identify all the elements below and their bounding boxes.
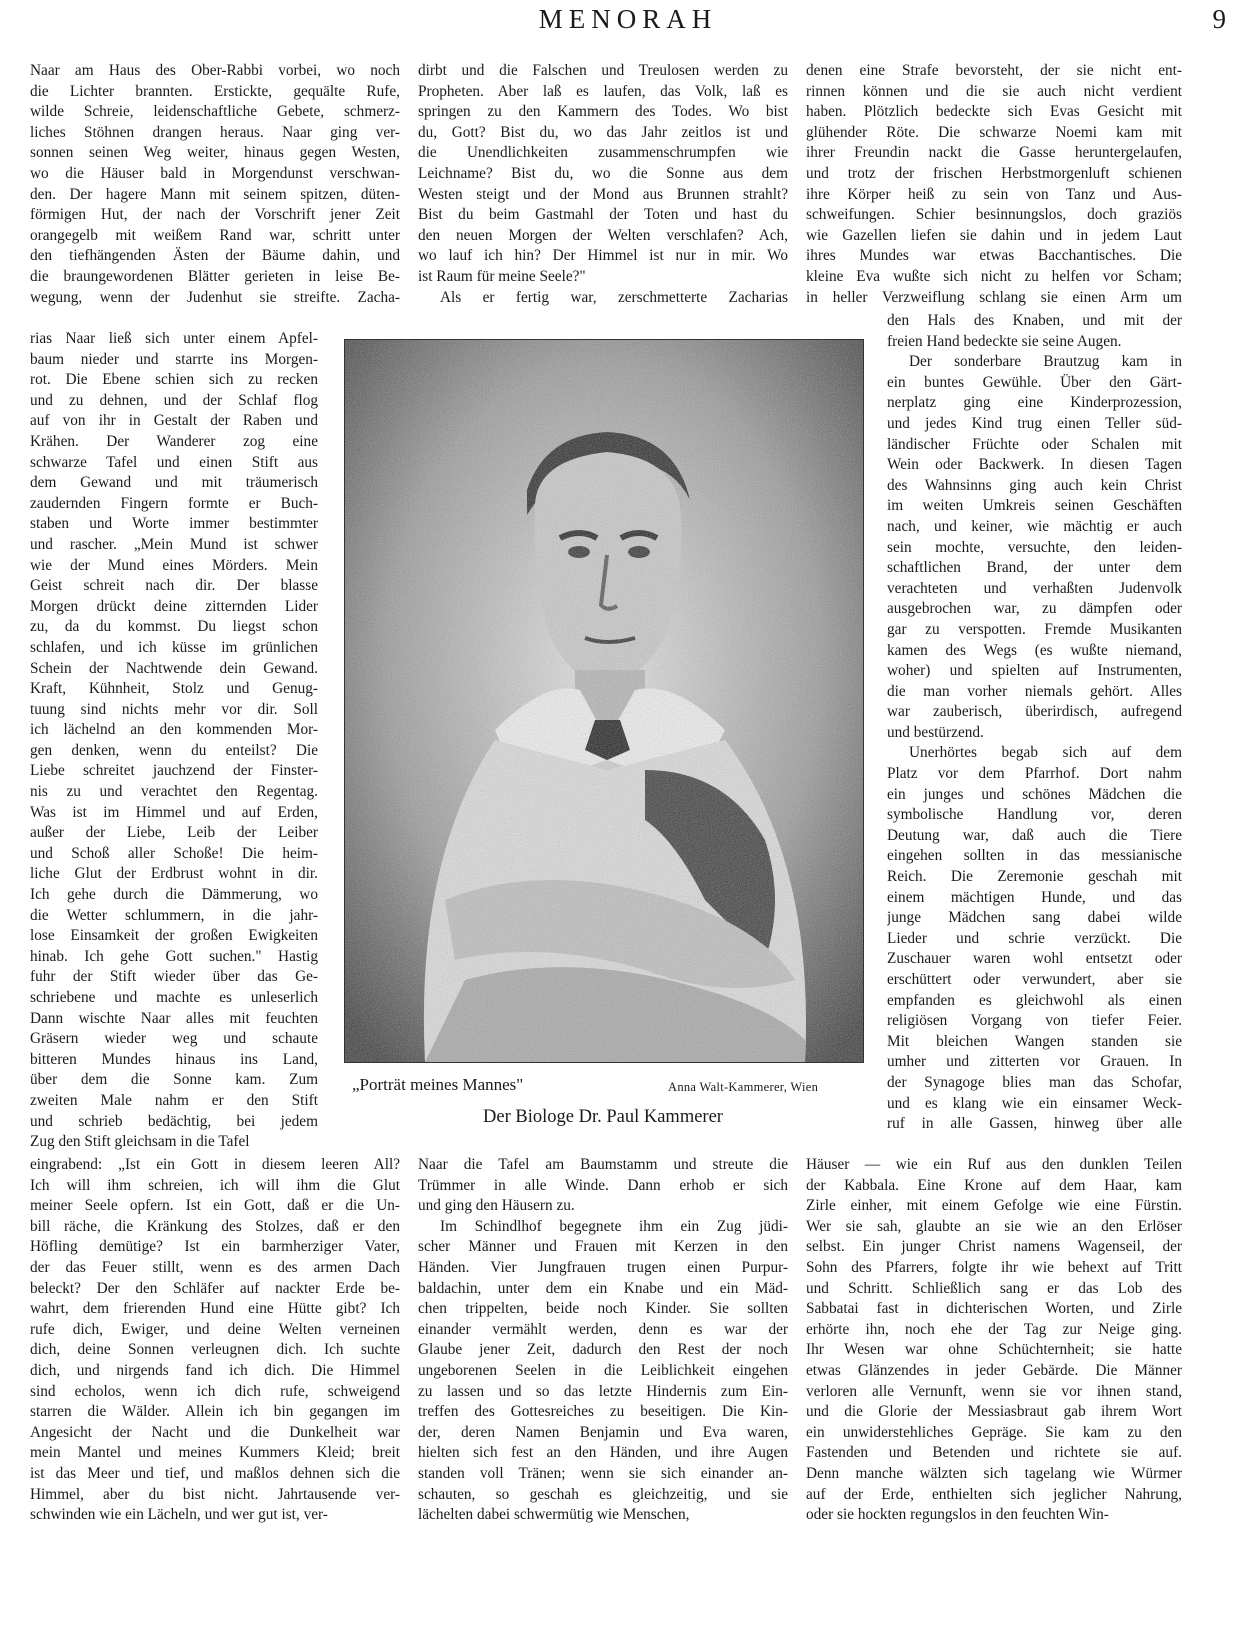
text-line: Ihr Wesen war ohne Schüchternheit; sie hatte xyxy=(806,1341,1182,1359)
text-line: staben und Worte immer bestimmter xyxy=(30,515,318,533)
text-line: woher) und spielten auf Instrumenten, xyxy=(887,662,1182,680)
text-line: ländischer Früchte oder Schalen mit xyxy=(887,435,1182,453)
text-line: nis zu und verachtet den Regentag. xyxy=(30,783,318,801)
text-line: die Lichter brannten. Erstickte, gequälte Rufe, xyxy=(30,82,400,100)
text-line: kleine Eva wußte sich nicht zu helfen vor Scham; xyxy=(806,267,1182,285)
text-line: ein unwiderstehliches Gepräge. Sie kam zu den xyxy=(806,1423,1182,1441)
text-line: ist Raum für meine Seele?" xyxy=(418,267,586,285)
text-line: und jedes Kind trug einen Teller süd- xyxy=(887,414,1182,432)
text-line: sein mochte, versuchte, den leiden- xyxy=(887,538,1182,556)
text-line: mein Mantel und meines Kummers Kleid; breit xyxy=(30,1444,400,1462)
text-line: eingehen sollten in das messianische xyxy=(887,847,1182,865)
text-line: verloren alle Vernunft, wenn sie vor ihnen stand, xyxy=(806,1382,1182,1400)
text-line: zu lassen und so das letzte Hindernis zum Ein- xyxy=(418,1382,788,1400)
text-line: wahrt, dem frierenden Hund eine Hütte gibt? Ich xyxy=(30,1300,400,1318)
text-line: gar zu verspotten. Fremde Musikanten xyxy=(887,620,1182,638)
text-line: war zauberisch, überirdisch, aufregend xyxy=(887,703,1182,721)
text-line: erhörte ihn, noch ehe der Tag zur Neige ging. xyxy=(806,1320,1182,1338)
text-line: treffen des Gottesreiches zu beseitigen. Die Kin- xyxy=(418,1403,788,1421)
text-line: die braungewordenen Blätter gerieten in leise Be- xyxy=(30,267,400,285)
text-line: scher Männer und Frauen mit Kerzen in den xyxy=(418,1238,788,1256)
text-line: den tiefhängenden Ästen der Bäume dahin, und xyxy=(30,247,400,265)
text-line: Platz vor dem Pfarrhof. Dort nahm xyxy=(887,765,1182,783)
text-line: Schein der Nachtwende dein Gewand. xyxy=(30,659,318,677)
text-line: sonnen seinen Weg weiter, hinaus gegen Westen, xyxy=(30,144,400,162)
text-line: Fastenden und Betenden und richtete sie auf. xyxy=(806,1444,1182,1462)
text-line: Dann wischte Naar alles mit feuchten xyxy=(30,1009,318,1027)
text-line: und schrieb bedächtig, bei jedem xyxy=(30,1112,318,1130)
text-line: und Schritt. Schließlich sang er das Lob des xyxy=(806,1279,1182,1297)
text-line: Höfling demütige? Ist ein barmherziger Vater, xyxy=(30,1238,400,1256)
text-line: Ich will ihm schreien, ich will ihm die Glut xyxy=(30,1176,400,1194)
text-line: schriebene und machte es unleserlich xyxy=(30,989,318,1006)
text-line: Bist du beim Gastmahl der Toten und hast du xyxy=(418,206,788,224)
text-line: springen zu den Kammern des Todes. Wo bist xyxy=(418,103,788,121)
text-line: dirbt und die Falschen und Treulosen werden zu xyxy=(418,62,788,79)
text-line: orangegelb mit weißem Rand war, schritt unter xyxy=(30,226,400,244)
text-line: standen voll Tränen; wenn sie sich einander an- xyxy=(418,1464,788,1482)
text-line: und zu dehnen, und der Schlaf flog xyxy=(30,391,318,409)
text-line: und bestürzend. xyxy=(887,723,984,741)
figure-caption-credit: Anna Walt-Kammerer, Wien xyxy=(668,1080,819,1094)
text-line: Wer sie sah, glaubte an sie wie an den Erlöser xyxy=(806,1217,1182,1235)
text-line: zu, da du kommst. Du liegst schon xyxy=(30,618,318,636)
text-line: etwas Glänzendes in jeder Gebärde. Die Männer xyxy=(806,1361,1182,1379)
text-line: rufe dich, Ewiger, und deine Welten verneinen xyxy=(30,1320,400,1338)
text-line: des Wahnsinns ging auch kein Christ xyxy=(887,476,1182,494)
text-line: bitteren Mundes hinaus ins Land, xyxy=(30,1050,318,1068)
text-line: schwinden wie ein Lächeln, und wer gut ist, ver- xyxy=(30,1506,328,1524)
text-line: lächelten dabei schwermütig wie Menschen, xyxy=(418,1506,690,1524)
text-line: wie Gazellen liefen sie dahin und in jedem Laut xyxy=(806,226,1182,244)
text-line: chen trippelten, beide noch Kinder. Sie sollten xyxy=(418,1300,788,1318)
text-line: nach, und keiner, wie mächtig er auch xyxy=(887,517,1182,535)
text-line: beleckt? Der den Schläfer auf nackter Erde be- xyxy=(30,1279,400,1297)
text-line: Sabbatai fast in dichterischen Worten, und Zirle xyxy=(806,1300,1182,1318)
text-line: freien Hand bedeckte sie seine Augen. xyxy=(887,332,1122,350)
text-line: rot. Die Ebene schien sich zu recken xyxy=(30,371,318,389)
figure-caption-title: „Porträt meines Mannes" xyxy=(352,1075,524,1094)
text-line: Was ist im Himmel und auf Erden, xyxy=(30,803,318,821)
text-line: Himmel, aber du bist nicht. Jahrtausende ver- xyxy=(30,1485,400,1503)
text-line: tuung sind nichts mehr vor dir. Soll xyxy=(30,700,318,718)
text-line: dem Gewand und mit träumerisch xyxy=(30,474,318,492)
text-line: Ich gehe durch die Dämmerung, wo xyxy=(30,886,318,904)
text-line: rinnen können und die sie auch nicht verdient xyxy=(806,82,1182,100)
text-line: Häuser — wie ein Ruf aus den dunklen Teilen xyxy=(806,1156,1182,1173)
text-line: Westen steigt und der Mond aus Brunnen strahlt? xyxy=(418,185,788,203)
column-2-bottom xyxy=(418,1155,788,1585)
text-line: und die Glorie der Messiasbraut gab ihrem Wort xyxy=(806,1403,1182,1421)
text-line: glühender Röte. Die schwarze Noemi kam mit xyxy=(806,123,1182,141)
column-1-middle xyxy=(30,329,318,1157)
text-line: oder sie hockten regungslos in den feuchten Win- xyxy=(806,1506,1109,1524)
text-line: verachteten und verhaßten Judenvolk xyxy=(887,579,1182,597)
text-line: selbst. Ein junger Christ namens Wagenseil, der xyxy=(806,1238,1182,1256)
text-line: förmigen Hut, der nach der Vorschrift jener Zeit xyxy=(30,206,400,224)
text-line: du, Gott? Bist du, wo das Jahr zeitlos ist und xyxy=(418,123,788,141)
text-line: wilde Schreie, leidenschaftliche Gebete, schmerz- xyxy=(30,103,400,121)
text-line: Gräsern wieder weg und schaute xyxy=(30,1030,318,1048)
text-line: ruf in alle Gassen, hinweg über alle xyxy=(887,1115,1182,1133)
text-line: und trotz der frischen Herbstmorgenluft schienen xyxy=(806,164,1182,182)
text-line: hielten sich fest an den Händen, und ihre Augen xyxy=(418,1444,788,1462)
text-line: Kraft, Kühnheit, Stolz und Genug- xyxy=(30,680,318,698)
text-line: Sohn des Pfarrers, folgte ihr wie behext auf Tritt xyxy=(806,1258,1182,1276)
text-line: haben. Plötzlich bedeckte sich Evas Gesicht mit xyxy=(806,103,1182,121)
text-line: Trümmer in alle Winde. Dann erhob er sich xyxy=(418,1176,788,1194)
text-line: ungeborenen Seelen in die Leiblichkeit eingehen xyxy=(418,1361,788,1379)
text-line: und Schoß aller Schoße! Die heim- xyxy=(30,844,318,862)
text-line: sind echolos, wenn ich dich rufe, schweigend xyxy=(30,1382,400,1400)
text-line: der Kabbala. Eine Krone auf dem Haar, kam xyxy=(806,1176,1182,1194)
text-line: auf von ihr in Gestalt der Raben und xyxy=(30,412,318,430)
text-line: einem mächtigen Hunde, und das xyxy=(887,888,1182,906)
text-line: einander vermählt werden, denn es war der xyxy=(418,1320,788,1338)
text-line: fuhr der Stift wieder über das Ge- xyxy=(30,968,318,986)
text-line: wegung, wenn der Judenhut sie streifte. Zacha- xyxy=(30,288,400,306)
figure-caption-subject: Der Biologe Dr. Paul Kammerer xyxy=(483,1107,723,1127)
text-line: ihres Mundes war etwas Bacchantisches. Die xyxy=(806,247,1182,265)
text-line: und ging den Häusern zu. xyxy=(418,1197,575,1215)
text-line: liche Glut der Erdbrust wohnt in dir. xyxy=(30,865,318,883)
text-line: wie der Mund eines Mörders. Mein xyxy=(30,556,318,574)
text-line: der das Feuer stillt, wenn es des armen Dach xyxy=(30,1258,400,1276)
text-line: Wein oder Backwerk. In diesen Tagen xyxy=(887,456,1182,474)
page-number: 9 xyxy=(1212,4,1226,34)
text-line: Angesicht der Nacht und die Dunkelheit war xyxy=(30,1423,400,1441)
text-line: Mit bleichen Wangen standen sie xyxy=(887,1032,1182,1050)
text-line: dich, und nirgends fand ich dich. Die Himmel xyxy=(30,1361,400,1379)
column-3-top xyxy=(806,61,1182,331)
text-line: Zirle einher, mit einem Gefolge wie eine Fürstin. xyxy=(806,1197,1182,1215)
text-line: die Wetter schlummern, in die jahr- xyxy=(30,906,318,924)
text-line: wo lauf ich hin? Der Himmel ist nur in mir. Wo xyxy=(418,247,788,265)
portrait-photo xyxy=(344,339,864,1063)
text-line: Naar am Haus des Ober-Rabbi vorbei, wo noch xyxy=(30,62,400,79)
text-line: Liebe schreitet jauchzend der Finster- xyxy=(30,762,318,780)
text-line: in heller Verzweiflung schlang sie einen Arm um xyxy=(806,288,1182,306)
column-3-middle xyxy=(887,311,1182,1159)
text-line: Morgen drückt deine zitternden Lider xyxy=(30,597,318,615)
text-line: empfanden es gleichwohl als einen xyxy=(887,991,1182,1009)
text-line: schlafen, und ich küsse im grünlichen xyxy=(30,638,318,656)
text-line: Naar die Tafel am Baumstamm und streute die xyxy=(418,1156,788,1173)
text-line: Der sonderbare Brautzug kam in xyxy=(909,353,1182,371)
text-line: symbolische Handlung vor, deren xyxy=(887,806,1182,824)
masthead xyxy=(0,0,1256,40)
text-line: baum nieder und starrte ins Morgen- xyxy=(30,350,318,368)
text-line: ausgebrochen war, zu dämpfen oder xyxy=(887,600,1182,618)
text-line: kamen des Wegs (es wußte niemand, xyxy=(887,641,1182,659)
text-line: Reich. Die Zeremonie geschah mit xyxy=(887,868,1182,886)
text-line: Lieder und schrie verzückt. Die xyxy=(887,929,1182,947)
text-line: nerplatz ging eine Kinderprozession, xyxy=(887,394,1182,412)
text-line: Händen. Vier Jungfrauen trugen einen Purpur- xyxy=(418,1258,788,1276)
text-line: dich, deine Sonnen verleugnen dich. Ich suchte xyxy=(30,1341,400,1359)
text-line: und rascher. „Mein Mund ist schwer xyxy=(30,535,318,553)
text-line: Als er fertig war, zerschmetterte Zacharias xyxy=(440,288,788,306)
text-line: Geist schreit nach dir. Der blasse xyxy=(30,577,318,595)
column-3-bottom xyxy=(806,1155,1182,1585)
text-line: erschüttert oder verwundert, aber sie xyxy=(887,971,1182,988)
text-line: lose Einsamkeit der großen Ewigkeiten xyxy=(30,927,318,945)
text-line: Zug den Stift gleichsam in die Tafel xyxy=(30,1133,250,1151)
text-line: über dem die Sonne kam. Zum xyxy=(30,1071,318,1089)
portrait-illustration xyxy=(345,340,863,1062)
text-line: hinab. Ich gehe Gott suchen." Hastig xyxy=(30,947,318,965)
text-line: denen eine Strafe bevorsteht, der sie nicht ent- xyxy=(806,62,1182,79)
text-line: den Hals des Knaben, und mit der xyxy=(887,312,1182,329)
text-line: wo die Häuser bald in Morgendunst verschwan- xyxy=(30,164,400,182)
text-line: schwarze Tafel und einen Stift aus xyxy=(30,453,318,471)
text-line: religiösen Vorgang von tiefer Feier. xyxy=(887,1012,1182,1030)
text-line: den. Der hagere Mann mit seinem spitzen, düten- xyxy=(30,185,400,203)
text-line: starren die Wälder. Allein ich bin gegangen im xyxy=(30,1403,400,1421)
text-line: eingrabend: „Ist ein Gott in diesem leeren All? xyxy=(30,1156,400,1173)
text-line: Im Schindlhof begegnete ihm ein Zug jüdi- xyxy=(440,1217,788,1235)
text-line: Krähen. Der Wanderer zog eine xyxy=(30,432,318,450)
text-line: umher und zitterten vor Grauen. In xyxy=(887,1053,1182,1071)
text-line: Deutung war, daß auch die Tiere xyxy=(887,826,1182,844)
text-line: rias Naar ließ sich unter einem Apfel- xyxy=(30,330,318,347)
text-line: liches Stöhnen drangen heraus. Naar ging ver- xyxy=(30,123,400,141)
column-1-bottom xyxy=(30,1155,400,1585)
text-line: der, deren Namen Benjamin und Eva waren, xyxy=(418,1423,788,1441)
column-1-top xyxy=(30,61,400,331)
text-line: Zuschauer waren wohl entsetzt oder xyxy=(887,950,1182,968)
text-line: bill räche, die Kränkung des Stolzes, daß er den xyxy=(30,1217,400,1235)
column-2-top xyxy=(418,61,788,331)
text-line: zweiten Male nahm er den Stift xyxy=(30,1091,318,1109)
text-line: ich lächelnd an den kommenden Mor- xyxy=(30,721,318,739)
text-line: zaudernden Fingern formte er Buch- xyxy=(30,494,318,512)
text-line: Unerhörtes begab sich auf dem xyxy=(909,744,1182,762)
text-line: gen denken, wenn du enteilst? Die xyxy=(30,741,318,759)
text-line: ihre Körper heiß zu sein von Tanz und Aus- xyxy=(806,185,1182,203)
text-line: der Synagoge blies man das Schofar, xyxy=(887,1073,1182,1091)
text-line: Glaube jener Zeit, dadurch den Rest der noch xyxy=(418,1341,788,1359)
text-line: Propheten. Aber laß es laufen, das Volk, laß es xyxy=(418,82,788,100)
text-line: Denn manche wälzten sich tagelang wie Würmer xyxy=(806,1464,1182,1482)
text-line: die man vorher niemals gehört. Alles xyxy=(887,682,1182,700)
text-line: schweifungen. Schier besinnungslos, doch graziös xyxy=(806,206,1182,224)
text-line: schauten, so geschah es gleichzeitig, und sie xyxy=(418,1485,788,1503)
text-line: ist das Meer und tief, und maßlos dehnen sich die xyxy=(30,1464,400,1482)
text-line: die Unendlichkeiten zusammenschrumpfen wie xyxy=(418,144,788,162)
text-line: baldachin, unter dem ein Knabe und ein Mäd- xyxy=(418,1279,788,1297)
text-line: außer der Liebe, Leib der Leiber xyxy=(30,824,318,842)
publication-title: MENORAH xyxy=(538,4,718,34)
text-line: den neuen Morgen der Welten verschlafen? Ach, xyxy=(418,226,788,244)
text-line: und es klang wie ein einsamer Weck- xyxy=(887,1094,1182,1112)
text-line: ein buntes Gewühle. Über den Gärt- xyxy=(887,373,1182,391)
text-line: junge Mädchen sang dabei wilde xyxy=(887,909,1182,927)
text-line: schaftlichen Brand, der unter dem xyxy=(887,559,1182,577)
text-line: ein junges und schönes Mädchen die xyxy=(887,785,1182,803)
text-line: im weiten Umkreis seinen Geschäften xyxy=(887,497,1182,515)
text-line: Leichname? Bist du, wo die Sonne aus dem xyxy=(418,164,788,182)
text-line: auf der Erde, enthielten sich jeglicher Nahrung, xyxy=(806,1485,1182,1503)
text-line: ihrer Freundin nackt die Gasse heruntergelaufen, xyxy=(806,144,1182,162)
text-line: meiner Seele opfern. Ist ein Gott, daß er die Un- xyxy=(30,1197,400,1215)
